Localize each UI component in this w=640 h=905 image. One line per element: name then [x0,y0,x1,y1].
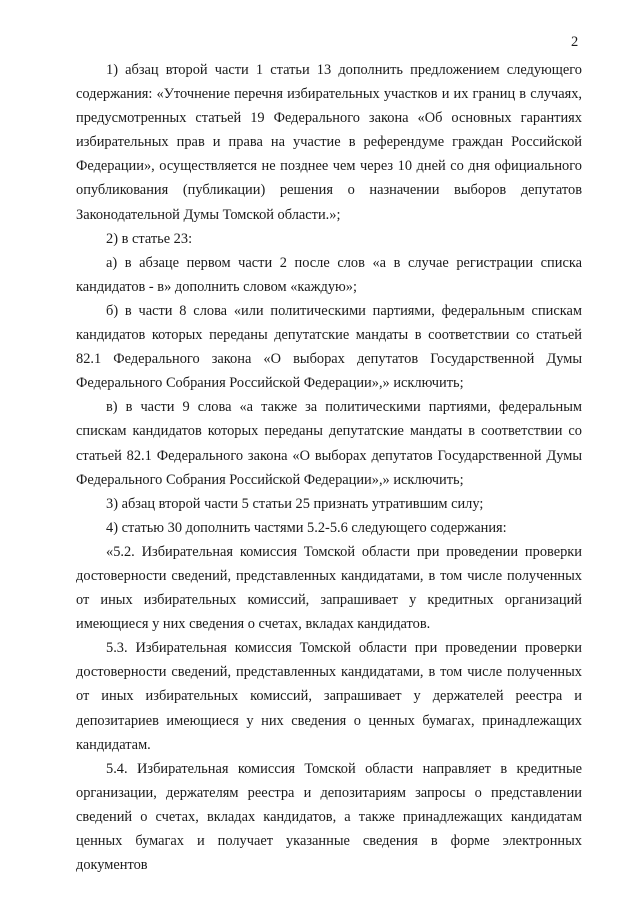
paragraph-article-23-b: б) в части 8 слова «или политическими партиями, федеральным спискам кандидатов которых переданы депутатские мандаты в соответствии со статьей 82.1 Федерального закона «О выборах депутатов Государственной Думы Федерального Собрания Российской Федерации»,» исключить; [76,302,582,392]
paragraph-part-5-3: 5.3. Избирательная комиссия Томской области при проведении проверки достоверности сведений, представленных кандидатами, в том числе полученных от иных избирательных комиссий, запрашивает у держателей реестра и депозитариев имеющиеся у них сведения о ценных бумагах, принадлежащих кандидатам. [76,640,582,753]
paragraph-amendment-article-13: 1) абзац второй части 1 статьи 13 дополнить предложением следующего содержания: «Уточнение перечня избирательных участков и их границ в случаях, предусмотренных статьей 19 Федерального закона «Об основных гарантиях избирательных прав и права на участие в референдуме граждан Российской Федерации», осуществляется не позднее чем через 10 дней со дня официального опубликования (публикации) решения о назначении выборов депутатов Законодательной Думы Томской области.»; [76,62,582,223]
paragraph-article-23-a: а) в абзаце первом части 2 после слов «а в случае регистрации списка кандидатов - в» дополнить словом «каждую»; [76,254,582,295]
paragraph-part-5-2: «5.2. Избирательная комиссия Томской области при проведении проверки достоверности сведений, представленных кандидатами, в том числе полученных от иных избирательных комиссий, запрашивает у кредитных организаций имеющиеся у них сведения о счетах, вкладах кандидатов. [76,543,582,633]
document-body [76,58,582,877]
paragraph-article-30-intro: 4) статью 30 дополнить частями 5.2-5.6 следующего содержания: [106,519,507,536]
page-number: 2 [571,34,579,50]
paragraph-article-23-intro: 2) в статье 23: [106,230,193,247]
paragraph-part-5-4: 5.4. Избирательная комиссия Томской области направляет в кредитные организации, держателям реестра и депозитариям запросы о представлении сведений о счетах, вкладах кандидатов, а также принадлежащих кандидатам ценных бумагах и получает указанные сведения в форме электронных документов [76,760,582,874]
paragraph-article-23-c: в) в части 9 слова «а также за политическими партиями, федеральным спискам кандидатов которых переданы депутатские мандаты в соответствии со статьей 82.1 Федерального закона «О выборах депутатов Государственной Думы Федерального Собрания Российской Федерации»,» исключить; [76,399,582,488]
paragraph-article-25: 3) абзац второй части 5 статьи 25 признать утратившим силу; [106,495,484,512]
